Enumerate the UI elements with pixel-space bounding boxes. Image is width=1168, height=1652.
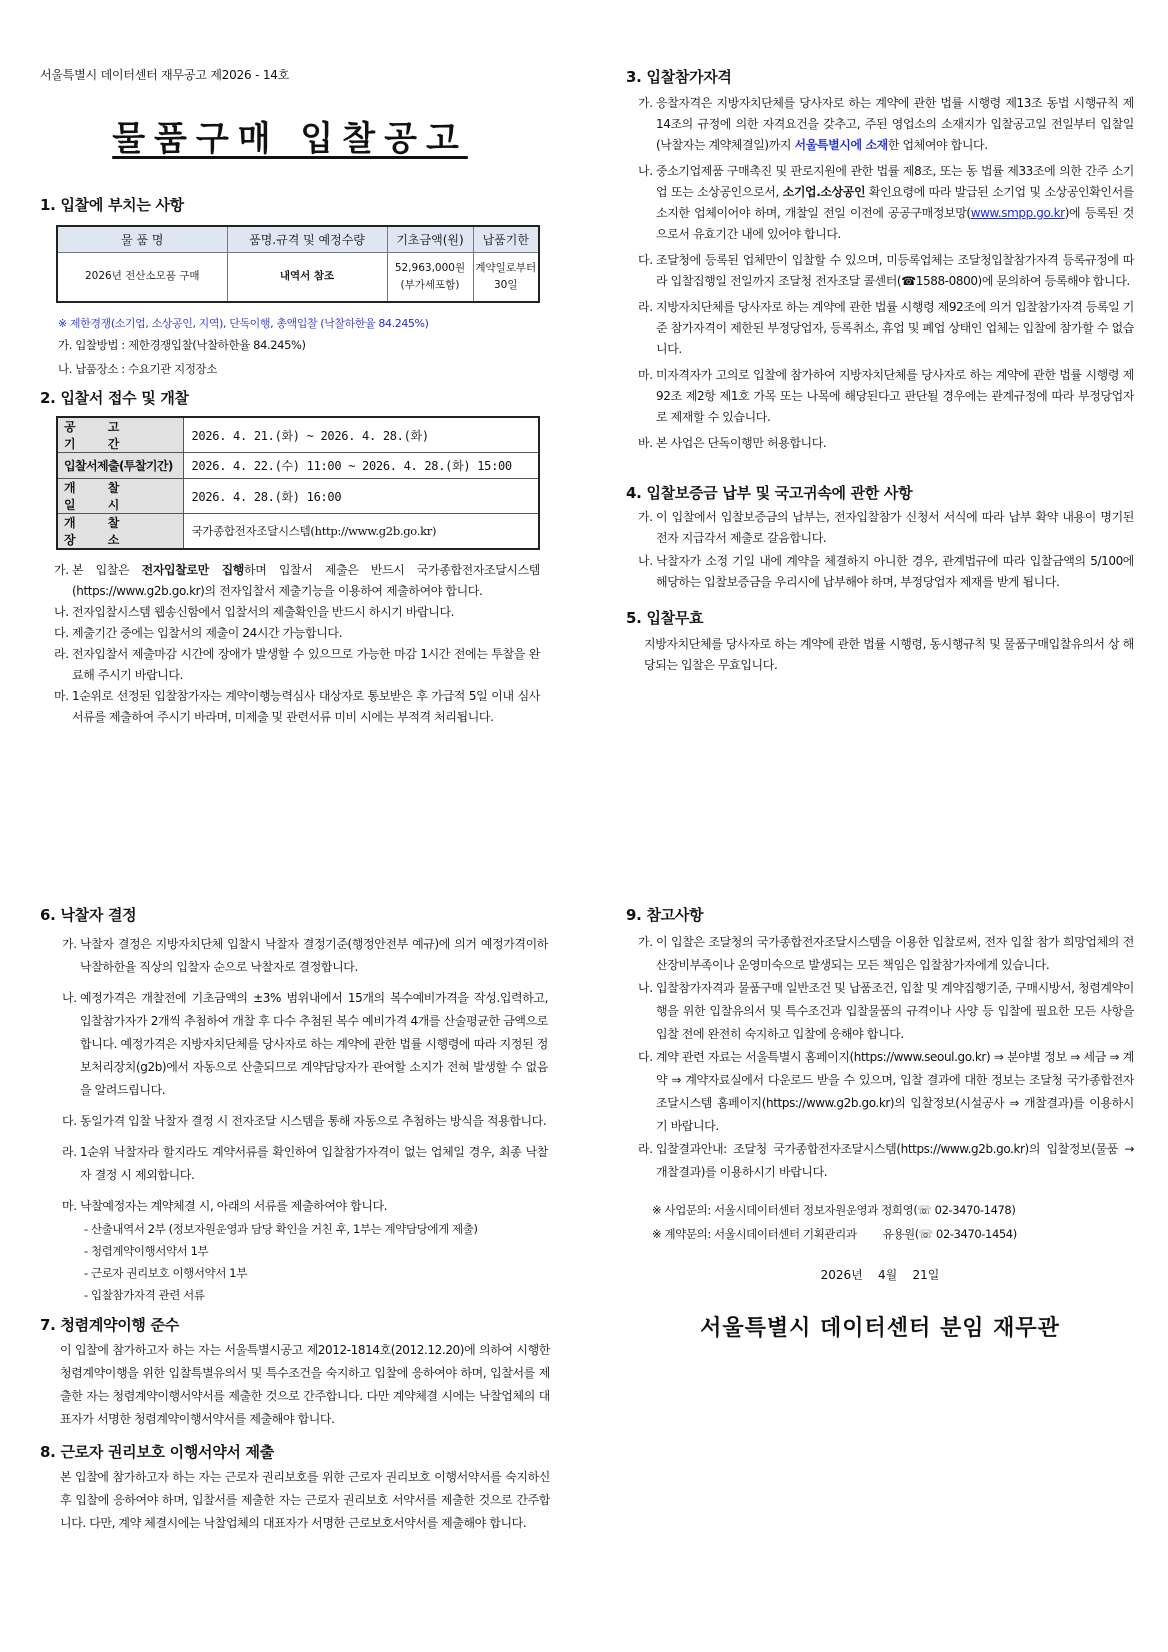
section-6-title: 6. 낙찰자 결정 bbox=[40, 906, 137, 924]
item-marker: 가. bbox=[62, 937, 77, 951]
list-item bbox=[638, 507, 1134, 549]
table-header: 물 품 명 bbox=[57, 226, 227, 252]
section-4-title: 4. 입찰보증금 납부 및 국고귀속에 관한 사항 bbox=[626, 484, 913, 502]
required-doc: - 청렴계약이행서약서 1부 bbox=[84, 1244, 209, 1258]
item-text: 동일가격 입찰 낙찰자 결정 시 전자조달 시스템을 통해 자동으로 추첨하는 방식을 적용합니다. bbox=[80, 1114, 547, 1128]
notice-number: 서울특별시 데이터센터 재무공고 제2026 - 14호 bbox=[40, 68, 290, 82]
list-item bbox=[62, 1141, 548, 1187]
restriction-note: ※ 제한경쟁(소기업, 소상공인, 지역), 단독이행, 총액입찰 (낙찰하한율 84.245%) bbox=[58, 317, 429, 330]
item-marker: 라. bbox=[62, 1145, 77, 1159]
list-item bbox=[638, 1138, 1134, 1184]
list-item bbox=[62, 987, 548, 1102]
item-marker: 나. bbox=[62, 991, 77, 1005]
schedule-value: 2026. 4. 22.(수) 11:00 ~ 2026. 4. 28.(화) 15:00 bbox=[183, 453, 539, 479]
section-3-items bbox=[638, 93, 1134, 454]
table-row bbox=[57, 479, 539, 514]
item-text: 입찰결과안내: 조달청 국가종합전자조달시스템(https://www.g2b.go.kr)의 입찰정보(물품 → 개찰결과)를 이용하시기 바랍니다. bbox=[656, 1142, 1134, 1179]
schedule-label: 개 찰 장 소 bbox=[57, 514, 183, 550]
list-item bbox=[638, 297, 1134, 360]
item-text: 조달청에 등록된 업체만이 입찰할 수 있으며, 미등록업체는 조달청입찰참가자격 등록규정에 따라 입찰집행일 전일까지 조달청 전자조달 콜센터(☎1588-0800)에 문의하여 등록해야 합니다. bbox=[656, 253, 1134, 288]
schedule-value: 2026. 4. 21.(화) ~ 2026. 4. 28.(화) bbox=[183, 417, 539, 453]
item-marker: 바. bbox=[638, 436, 653, 450]
item-text: 입찰참가자격과 물품구매 일반조건 및 납품조건, 입찰 및 계약집행기준, 구매시방서, 청렴계약이행을 위한 입찰유의서 및 특수조건과 입찰물품의 규격이나 사양 등 입찰에 필요한 모든 사항을 입찰 전에 완전히 숙지하고 입찰에 응해야 합니다. bbox=[656, 981, 1134, 1041]
deadline-cell bbox=[473, 252, 539, 302]
section-6-items bbox=[62, 933, 548, 1306]
item-marker: 마. bbox=[62, 1199, 77, 1213]
section-5-title: 5. 입찰무효 bbox=[626, 609, 704, 627]
item-text-bold: 전자입찰로만 집행 bbox=[141, 563, 244, 577]
schedule-label: 공 고 기 간 bbox=[57, 417, 183, 453]
deadline-line2: 30일 bbox=[493, 278, 518, 291]
table-header: 기초금액(원) bbox=[387, 226, 473, 252]
item-marker: 가. bbox=[638, 510, 653, 524]
contract-contact: ※ 계약문의: 서울시데이터센터 기획관리과 유용원(☏ 02-3470-1454) bbox=[652, 1227, 1017, 1241]
section-2-title: 2. 입찰서 접수 및 개찰 bbox=[40, 389, 189, 407]
item-text: 전자입찰시스템 웹송신함에서 입찰서의 제출확인을 반드시 하시기 바랍니다. bbox=[72, 605, 455, 619]
item-text: 이 입찰에서 입찰보증금의 납부는, 전자입찰참가 신청서 서식에 따라 납부 확약 내용이 명기된 전자 지급각서 제출로 갈음합니다. bbox=[656, 510, 1134, 545]
item-text: 이 입찰은 조달청의 국가종합전자조달시스템을 이용한 입찰로써, 전자 입찰 참가 희망업체의 전산장비부족이나 운영미숙으로 발생되는 모든 책임은 입찰참가자에게 있습니다. bbox=[656, 935, 1134, 972]
item-marker: 라. bbox=[638, 300, 653, 314]
section-8-text: 본 입찰에 참가하고자 하는 자는 근로자 권리보호를 위한 근로자 권리보호 이행서약서를 숙지하신 후 입찰에 응하여야 하며, 입찰서를 제출한 자는 근로자 권리보호 서약서를 제출한 것으로 간주합니다. 다만, 계약 체결시에는 낙찰업체의 대표자가 서명한 근로보호서약서를 제출해야 합니다. bbox=[60, 1470, 550, 1530]
list-item bbox=[54, 560, 540, 602]
item-text: 전자입찰서 제출마감 시간에 장애가 발생할 수 있으므로 가능한 마감 1시간 전에는 투찰을 완료해 주시기 바랍니다. bbox=[72, 647, 540, 682]
item-marker: 가. bbox=[638, 935, 653, 949]
list-item bbox=[638, 250, 1134, 292]
list-item bbox=[638, 931, 1134, 977]
right-top-column bbox=[626, 66, 1134, 676]
schedule-table bbox=[56, 416, 540, 550]
item-text: 본 입찰은 bbox=[72, 563, 142, 577]
item-marker: 나. bbox=[54, 605, 69, 619]
item-text: 한 업체여야 합니다. bbox=[887, 138, 988, 152]
table-row bbox=[57, 514, 539, 550]
list-item bbox=[62, 1110, 548, 1133]
amount-note: (부가세포함) bbox=[400, 278, 460, 291]
spec-cell: 내역서 참조 bbox=[227, 252, 387, 302]
list-item bbox=[638, 93, 1134, 156]
item-marker: 마. bbox=[54, 689, 69, 703]
bid-method: 가. 입찰방법 : 제한경쟁입찰(낙찰하한율 84.245%) bbox=[58, 338, 306, 352]
item-text: 하며 입찰서 제출은 반드시 국가종합전자조달시스템(https://www.g2b.go.kr)의 전자입찰서 제출기능을 이용하여 제출하여야 합니다. bbox=[72, 563, 540, 598]
signature-authority: 서울특별시 데이터센터 분임 재무관 bbox=[700, 1316, 1060, 1341]
schedule-value: 국가종합전자조달시스템(http://www.g2b.go.kr) bbox=[183, 514, 539, 550]
list-item bbox=[638, 161, 1134, 245]
item-text: 낙찰자가 소정 기일 내에 계약을 체결하지 아니한 경우, 관계법규에 따라 입찰금액의 5/100에 해당하는 입찰보증금을 우리시에 납부해야 하며, 부정당업자 제재를 받게 됩니다. bbox=[656, 554, 1134, 589]
section-8-title: 8. 근로자 권리보호 이행서약서 제출 bbox=[40, 1443, 274, 1461]
smpp-link[interactable]: www.smpp.go.kr bbox=[970, 206, 1065, 220]
deadline-line1: 계약일로부터 bbox=[475, 261, 537, 274]
list-item bbox=[54, 623, 540, 644]
section-2-items bbox=[54, 560, 540, 728]
item-name-cell: 2026년 전산소모품 구매 bbox=[57, 252, 227, 302]
item-marker: 다. bbox=[638, 253, 653, 267]
delivery-place: 나. 납품장소 : 수요기관 지정장소 bbox=[58, 362, 217, 376]
item-text: 미자격자가 고의로 입찰에 참가하여 지방자치단체를 당사자로 하는 계약에 관한 법률 시행령 제92조 제2항 제1호 가목 또는 나목에 해당된다고 판단될 경우에는 관계규정에 따라 부정당업자로 제재할 수 있습니다. bbox=[656, 368, 1134, 424]
item-text: 계약 관련 자료는 서울특별시 홈페이지(https://www.seoul.go.kr) ⇒ 분야별 정보 ⇒ 세금 ⇒ 계약 ⇒ 계약자료실에서 다운로드 받을 수 있으며, 입찰 결과에 대한 정보는 조달청 국가종합전자조달시스템 홈페이지(https://www.g2b.go.kr)의 입찰정보(시설공사 ⇒ 개찰결과)를 이용하시기 바랍니다. bbox=[656, 1050, 1134, 1133]
item-text: 낙찰예정자는 계약체결 시, 아래의 서류를 제출하여야 합니다. bbox=[80, 1199, 388, 1213]
left-bottom-column bbox=[40, 904, 550, 1535]
item-text: 낙찰자 결정은 지방자치단체 입찰시 낙찰자 결정기준(행정안전부 예규)에 의거 예정가격이하 낙찰하한율 직상의 입찰자 순으로 낙찰자로 결정합니다. bbox=[80, 937, 548, 974]
item-table bbox=[56, 225, 540, 303]
right-bottom-column bbox=[626, 904, 1134, 1342]
schedule-value: 2026. 4. 28.(화) 16:00 bbox=[183, 479, 539, 514]
list-item bbox=[638, 365, 1134, 428]
list-item bbox=[638, 1046, 1134, 1138]
section-9-title: 9. 참고사항 bbox=[626, 906, 704, 924]
section-4-items bbox=[638, 507, 1134, 593]
list-item bbox=[62, 933, 548, 979]
item-text: 제출기간 중에는 입찰서의 제출이 24시간 가능합니다. bbox=[72, 626, 342, 640]
table-row bbox=[57, 252, 539, 302]
list-item bbox=[638, 977, 1134, 1046]
schedule-label: 개 찰 일 시 bbox=[57, 479, 183, 514]
item-marker: 다. bbox=[62, 1114, 77, 1128]
item-marker: 나. bbox=[638, 981, 653, 995]
table-header: 납품기한 bbox=[473, 226, 539, 252]
item-marker: 가. bbox=[54, 563, 69, 577]
item-marker: 다. bbox=[638, 1050, 653, 1064]
item-marker: 나. bbox=[638, 164, 653, 178]
section-7-title: 7. 청렴계약이행 준수 bbox=[40, 1316, 179, 1334]
item-text: 1순위로 선정된 입찰참가자는 계약이행능력심사 대상자로 통보받은 후 가급적 5일 이내 심사서류를 제출하여 주시기 바라며, 미제출 및 관련서류 미비 시에는 부적격 처리됩니다. bbox=[72, 689, 540, 724]
required-doc: - 입찰참가자격 관련 서류 bbox=[84, 1288, 205, 1302]
list-item bbox=[54, 602, 540, 623]
item-marker: 마. bbox=[638, 368, 653, 382]
page-title: 물품구매 입찰공고 bbox=[112, 119, 468, 159]
item-text-bold: 소기업.소상공인 bbox=[782, 185, 866, 199]
section-1-title: 1. 입찰에 부치는 사항 bbox=[40, 196, 184, 214]
table-header: 품명.규격 및 예정수량 bbox=[227, 226, 387, 252]
table-row bbox=[57, 417, 539, 453]
item-text: 응찰자격은 지방자치단체를 당사자로 하는 계약에 관한 법률 시행령 제13조 동법 시행규칙 제14조의 규정에 의한 자격요건을 갖추고, 주된 영업소의 소재지가 입찰공고일 전일부터 입찰일(낙찰자는 계약체결일)까지 bbox=[656, 96, 1134, 152]
item-marker: 라. bbox=[638, 1142, 653, 1156]
notice-date: 2026년 4월 21일 bbox=[820, 1268, 940, 1282]
item-text: 예정가격은 개찰전에 기초금액의 ±3% 범위내에서 15개의 복수예비가격을 작성.입력하고, 입찰참가자가 2개씩 추첨하여 개찰 후 다수 추첨된 복수 예비가격 4개를 산술평균한 금액으로 합니다. 예정가격은 지방자치단체를 당사자로 하는 계약에 관한 법률 시행령에 따라 지정된 정보처리장치(g2b)에서 자동으로 산출되므로 계약담당자가 관여할 소지가 전혀 발생할 수 없음을 알려드립니다. bbox=[80, 991, 548, 1097]
section-7-text: 이 입찰에 참가하고자 하는 자는 서울특별시공고 제2012-1814호(2012.12.20)에 의하여 시행한 청렴계약이행을 위한 입찰특별유의서 및 특수조건을 숙지하고 입찰에 응하여야 하며, 입찰서를 제출한 자는 청렴계약이행서약서를 제출한 것으로 간주합니다. 다만 계약체결 시에는 낙찰업체의 대표자가 서명한 청렴계약이행서약서를 제출해야 합니다. bbox=[60, 1343, 550, 1426]
schedule-label: 입찰서제출(투찰기간) bbox=[57, 453, 183, 479]
item-text: 1순위 낙찰자라 할지라도 계약서류를 확인하여 입찰참가자격이 없는 업체일 경우, 최종 낙찰자 결정 시 제외합니다. bbox=[80, 1145, 548, 1182]
item-marker: 다. bbox=[54, 626, 69, 640]
list-item bbox=[62, 1195, 548, 1218]
item-text: 중소기업제품 구매촉진 및 판로지원에 관한 법률 제8조, 또는 동 법률 제33조에 의한 간주 소기업 또는 소상공인으로서, bbox=[656, 164, 1134, 199]
item-marker: 가. bbox=[638, 96, 653, 110]
section-3-title: 3. 입찰참가자격 bbox=[626, 68, 732, 86]
table-row bbox=[57, 453, 539, 479]
item-marker: 나. bbox=[638, 554, 653, 568]
list-item bbox=[638, 433, 1134, 454]
item-text: 본 사업은 단독이행만 허용합니다. bbox=[656, 436, 827, 450]
section-9-items bbox=[638, 931, 1134, 1184]
item-marker: 라. bbox=[54, 647, 69, 661]
item-text: 확인요령에 따라 발급된 소기업 및 소상공인확인서를 소지한 업체이어야 하며, 개찰일 전일 이전에 공공구매정보망( bbox=[656, 185, 1134, 220]
amount-cell bbox=[387, 252, 473, 302]
list-item bbox=[54, 644, 540, 686]
item-text: 지방자치단체를 당사자로 하는 계약에 관한 법률 시행령 제92조에 의거 입찰참가자격 등록일 기준 참가자격이 제한된 부정당업자, 등록취소, 휴업 및 폐업 상태인 업체는 입찰에 참가할 수 없습니다. bbox=[656, 300, 1134, 356]
required-doc: - 근로자 권리보호 이행서약서 1부 bbox=[84, 1266, 247, 1280]
section-5-text: 지방자치단체를 당사자로 하는 계약에 관한 법률 시행령, 동시행규칙 및 물품구매입찰유의서 상 해당되는 입찰은 무효입니다. bbox=[644, 637, 1134, 672]
list-item bbox=[54, 686, 540, 728]
item-text-highlight: 서울특별시에 소재 bbox=[794, 138, 888, 152]
list-item bbox=[638, 551, 1134, 593]
contacts bbox=[652, 1198, 1134, 1246]
required-doc: - 산출내역서 2부 (정보자원운영과 담당 확인을 거친 후, 1부는 계약담당에게 제출) bbox=[84, 1222, 478, 1236]
business-contact: ※ 사업문의: 서울시데이터센터 정보자원운영과 정희영(☏ 02-3470-1478) bbox=[652, 1203, 1016, 1217]
left-top-column bbox=[40, 66, 540, 728]
amount-value: 52,963,000원 bbox=[394, 261, 466, 274]
item-text: )에 등록된 것으로서 유효기간 내에 있어야 합니다. bbox=[656, 206, 1134, 241]
